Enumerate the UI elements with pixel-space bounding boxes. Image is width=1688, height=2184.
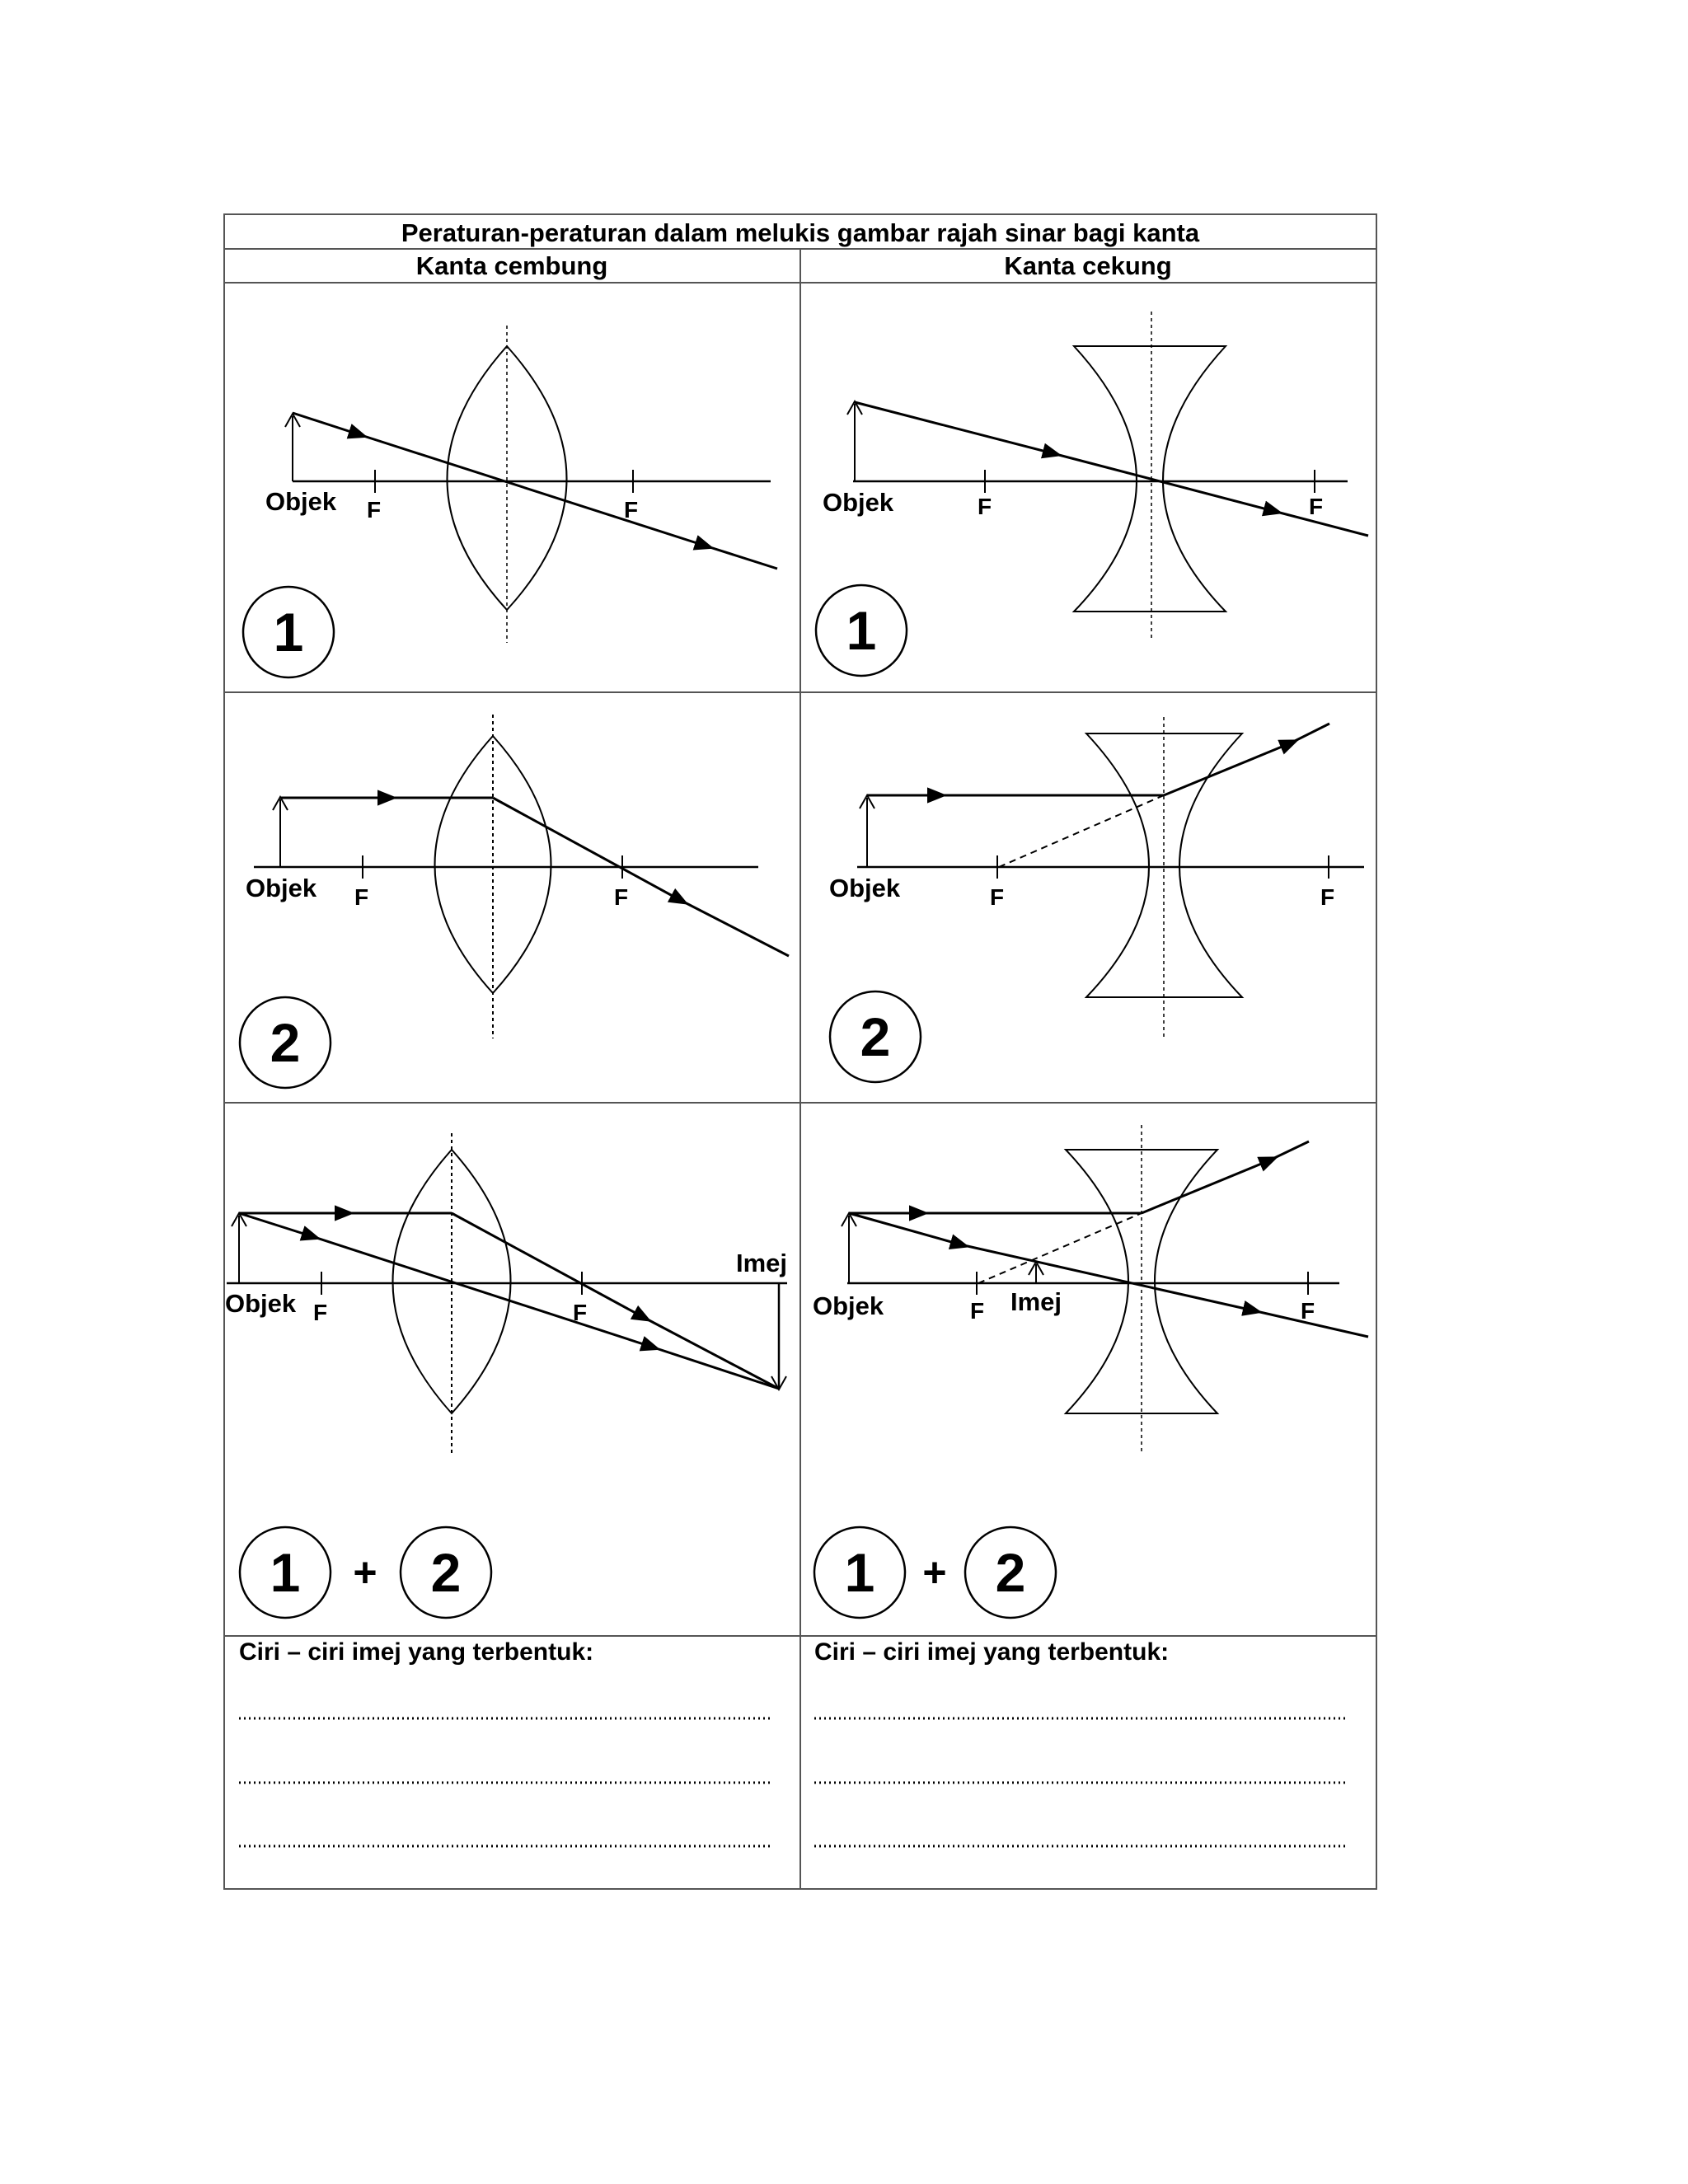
focal-label: F — [624, 497, 639, 523]
focal-label: F — [313, 1300, 328, 1325]
characteristics-prompt-concave: Ciri – ciri imej yang terbentuk: — [814, 1638, 1170, 1666]
image-label: Imej — [1010, 1287, 1062, 1316]
rule-number: 1 — [270, 1542, 301, 1603]
rule-number: 1 — [846, 600, 877, 661]
answer-lines-convex — [239, 1718, 772, 1846]
object-label: Objek — [246, 874, 317, 902]
focal-label: F — [1320, 884, 1335, 910]
concave-lens — [1066, 1150, 1217, 1413]
virtual-ray-from-focus — [999, 795, 1164, 867]
convex-rule-1-diagram — [243, 326, 777, 677]
object-label: Objek — [265, 487, 337, 516]
focal-label: F — [367, 497, 382, 523]
rule-number: 2 — [995, 1542, 1026, 1603]
ray-segment — [855, 402, 1053, 453]
focal-label: F — [1309, 494, 1324, 519]
focal-label: F — [990, 884, 1005, 910]
focal-label: F — [354, 884, 369, 910]
object-label: Objek — [225, 1289, 297, 1318]
refracted-ray-through-focus — [452, 1213, 643, 1317]
focal-label: F — [573, 1300, 588, 1325]
plus-sign: + — [353, 1549, 377, 1596]
focal-label: F — [1301, 1298, 1315, 1324]
concave-rule-2-diagram — [829, 717, 1364, 1082]
convex-rule-2-diagram — [240, 715, 789, 1088]
object-label: Objek — [823, 488, 894, 517]
convex-combined-diagram — [225, 1133, 787, 1618]
rule-number: 2 — [860, 1006, 891, 1067]
ray-segment — [293, 413, 359, 434]
concave-combined-diagram — [813, 1125, 1368, 1618]
rule-number: 1 — [273, 602, 304, 663]
plus-sign: + — [922, 1549, 947, 1596]
ray-through-centre — [849, 1213, 960, 1244]
rule-number: 1 — [844, 1542, 875, 1603]
column-header-concave: Kanta cekung — [1004, 251, 1172, 280]
ray-through-centre — [359, 434, 705, 546]
virtual-ray-from-focus — [978, 1213, 1142, 1283]
object-label: Objek — [813, 1291, 884, 1320]
diverging-ray — [1142, 1160, 1269, 1213]
rule-number: 2 — [270, 1012, 301, 1073]
column-header-convex: Kanta cembung — [415, 251, 608, 280]
answer-lines-concave — [814, 1718, 1348, 1846]
image-label: Imej — [736, 1249, 788, 1277]
focal-label: F — [614, 884, 629, 910]
characteristics-prompt-convex: Ciri – ciri imej yang terbentuk: — [239, 1638, 594, 1666]
ray-through-centre — [239, 1213, 312, 1236]
table-title: Peraturan-peraturan dalam melukis gambar rajah sinar bagi kanta — [401, 218, 1200, 247]
rule-number: 2 — [430, 1542, 462, 1603]
focal-label: F — [978, 494, 992, 519]
object-label: Objek — [829, 874, 901, 902]
concave-rule-1-diagram — [816, 312, 1368, 676]
refracted-ray-through-focus — [493, 798, 680, 900]
focal-label: F — [970, 1298, 985, 1324]
